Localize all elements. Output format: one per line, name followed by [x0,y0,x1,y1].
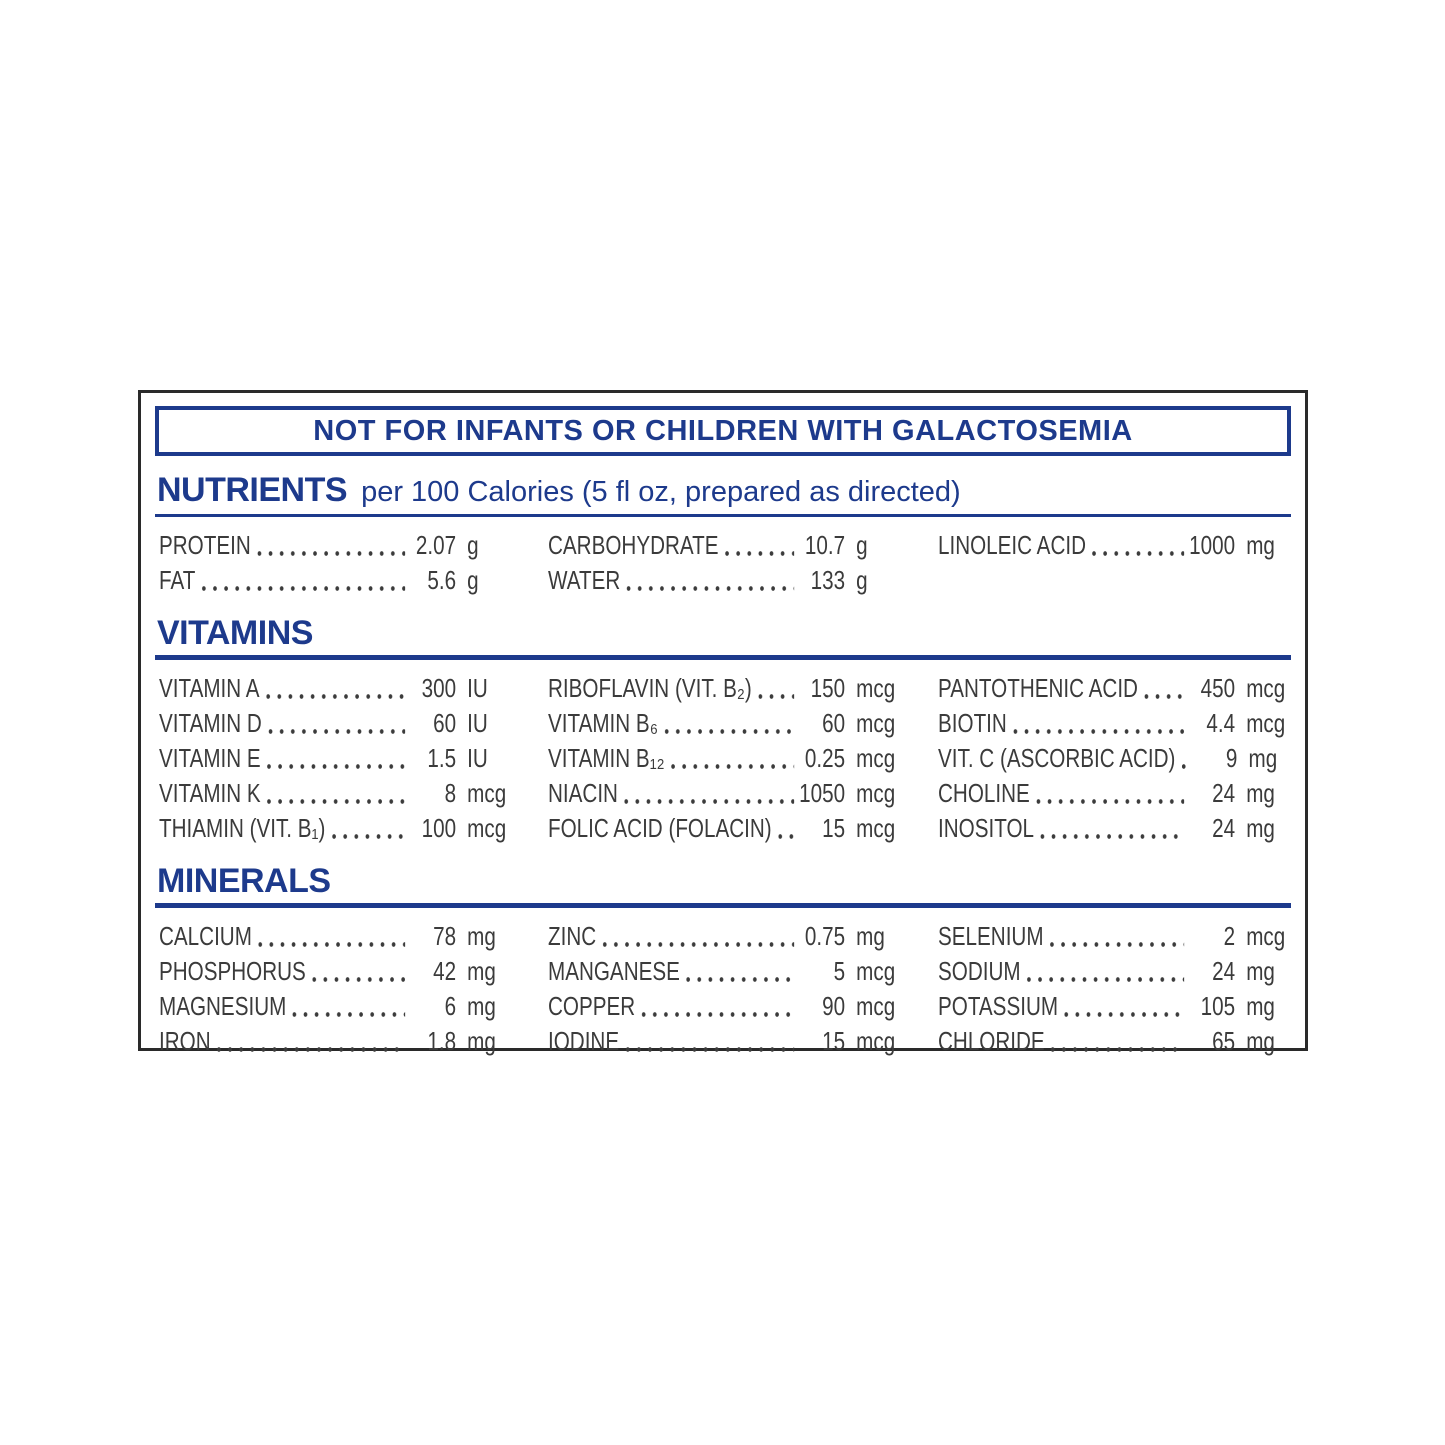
nutrient-label: VITAMIN D [159,708,262,738]
nutrient-row [159,809,508,844]
nutrient-label: CARBOHYDRATE [548,530,719,560]
nutrient-label: FOLIC ACID (FOLACIN) [548,813,773,843]
nutrient-label: VITAMIN E [159,743,261,773]
dot-leader [257,551,405,556]
nutrient-row [159,1022,508,1057]
nutrient-unit: mg [1245,1026,1275,1056]
nutrient-unit: mg [1248,743,1277,773]
nutrient-row [548,526,897,561]
nutrient-column [548,669,897,844]
nutrient-label: SELENIUM [937,921,1044,951]
nutrient-label: SODIUM [937,956,1021,986]
nutrient-value: 8 [444,778,457,808]
nutrient-unit: g [856,565,868,595]
nutrient-label: WATER [548,565,621,595]
dot-leader [687,977,795,982]
dot-leader [267,799,405,804]
dot-leader [1092,551,1184,556]
nutrient-value: 105 [1200,991,1235,1021]
section-header [155,609,1291,653]
nutrient-unit: mg [856,921,886,951]
nutrient-row [548,1022,897,1057]
nutrient-row [938,1022,1287,1057]
nutrient-label: VITAMIN B₁₂ [548,743,666,773]
nutrient-value: 42 [433,956,457,986]
nutrition-label-panel [138,390,1308,1056]
nutrient-value: 9 [1225,743,1238,773]
nutrient-unit: mcg [467,813,507,843]
nutrient-row [159,669,508,704]
dot-leader [217,1047,405,1052]
nutrient-label: LINOLEIC ACID [937,530,1086,560]
dot-leader [778,834,794,839]
nutrient-label: VITAMIN B₆ [548,708,659,738]
nutrient-value: 2 [1223,921,1235,951]
nutrient-column [548,526,897,596]
dot-leader [1040,834,1184,839]
dot-leader [1064,1012,1184,1017]
nutrient-value: 15 [822,813,846,843]
nutrient-unit: mg [1245,956,1275,986]
nutrient-value: 60 [433,708,457,738]
nutrient-unit: mcg [467,778,507,808]
nutrient-column [159,669,508,844]
dot-leader [603,942,795,947]
nutrient-grid [155,908,1291,1062]
nutrient-row [548,704,897,739]
nutrient-row [548,987,897,1022]
nutrient-value: 78 [433,921,457,951]
nutrient-unit: g [467,565,479,595]
nutrient-row [938,987,1287,1022]
nutrient-unit: g [856,530,868,560]
nutrient-label: MANGANESE [548,956,681,986]
section-title: VITAMINS [157,614,313,652]
dot-leader [332,834,406,839]
nutrient-label: IODINE [548,1026,620,1056]
nutrient-unit: mg [1245,813,1275,843]
section-title: MINERALS [157,862,331,900]
nutrient-value: 0.25 [805,743,846,773]
nutrient-unit: mg [467,956,496,986]
nutrient-value: 5.6 [427,565,457,595]
nutrient-row [159,704,508,739]
dot-leader [1051,1047,1184,1052]
nutrient-value: 6 [444,991,457,1021]
nutrient-value: 24 [1211,956,1235,986]
nutrient-grid [155,517,1291,601]
section-header [155,466,1291,512]
dot-leader [1144,694,1184,699]
nutrient-label: PANTOTHENIC ACID [937,673,1138,703]
nutrient-unit: mcg [1245,708,1285,738]
nutrient-row [548,952,897,987]
nutrient-value: 0.75 [805,921,846,951]
nutrient-label: NIACIN [548,778,619,808]
nutrient-row [938,669,1287,704]
nutrient-unit: IU [467,743,488,773]
nutrient-value: 100 [421,813,457,843]
nutrient-value: 1000 [1188,530,1235,560]
nutrient-value: 1.5 [427,743,457,773]
nutrient-row [159,917,508,952]
nutrient-unit: mcg [856,708,896,738]
dot-leader [1036,799,1184,804]
nutrient-unit: mcg [856,991,896,1021]
nutrient-value: 1.8 [427,1026,457,1056]
nutrient-label: MAGNESIUM [159,991,287,1021]
nutrient-row [938,774,1287,809]
nutrient-label: VITAMIN K [159,778,261,808]
nutrient-row [159,774,508,809]
nutrient-value: 133 [810,565,846,595]
dot-leader [1181,764,1186,769]
section-nutrients [155,466,1291,601]
nutrient-label: CALCIUM [159,921,252,951]
dot-leader [293,1012,406,1017]
nutrient-value: 300 [421,673,457,703]
nutrient-unit: IU [467,673,488,703]
nutrient-label: PROTEIN [159,530,251,560]
dot-leader [258,942,405,947]
nutrient-label: INOSITOL [937,813,1034,843]
nutrient-value: 65 [1211,1026,1235,1056]
nutrient-unit: mcg [1245,921,1285,951]
section-minerals [155,857,1291,1062]
nutrient-row [159,987,508,1022]
dot-leader [1027,977,1184,982]
nutrient-unit: mg [1245,778,1275,808]
dot-leader [725,551,794,556]
nutrient-label: ZINC [548,921,597,951]
section-header [155,857,1291,901]
nutrient-row [548,809,897,844]
nutrient-row [548,561,897,596]
nutrient-unit: g [467,530,479,560]
nutrient-row [938,526,1287,561]
nutrient-unit: mcg [856,1026,896,1056]
nutrient-unit: IU [467,708,488,738]
nutrient-value: 150 [810,673,846,703]
section-subtitle: per 100 Calories (5 fl oz, prepared as directed) [361,476,961,508]
nutrient-row [938,952,1287,987]
nutrient-column [159,526,508,596]
nutrient-row [548,774,897,809]
nutrient-row [938,704,1287,739]
nutrient-unit: mcg [1245,673,1285,703]
nutrient-unit: mg [467,1026,496,1056]
nutrient-row [548,917,897,952]
section-title: NUTRIENTS [157,471,348,509]
dot-leader [626,1047,795,1052]
galactosemia-warning-banner [155,406,1291,456]
nutrient-column [548,917,897,1057]
nutrient-value: 4.4 [1206,708,1235,738]
dot-leader [642,1012,795,1017]
nutrient-row [938,809,1287,844]
nutrient-column [938,917,1287,1057]
nutrient-row [159,526,508,561]
nutrient-unit: mcg [856,778,896,808]
nutrient-unit: mcg [856,673,896,703]
nutrient-label: THIAMIN (VIT. B₁) [159,813,326,843]
nutrient-unit: mg [1245,530,1275,560]
dot-leader [267,764,405,769]
nutrient-row [159,952,508,987]
nutrient-column [938,669,1287,844]
nutrient-value: 24 [1211,778,1235,808]
dot-leader [202,586,406,591]
nutrient-label: CHOLINE [937,778,1030,808]
nutrient-label: POTASSIUM [937,991,1058,1021]
dot-leader [312,977,405,982]
nutrient-label: PHOSPHORUS [159,956,306,986]
nutrient-value: 2.07 [415,530,457,560]
nutrient-row [159,561,508,596]
nutrient-value: 1050 [799,778,846,808]
nutrient-label: VITAMIN A [159,673,260,703]
dot-leader [758,694,794,699]
nutrient-label: RIBOFLAVIN (VIT. B₂) [548,673,753,703]
nutrient-value: 90 [822,991,846,1021]
nutrient-label: VIT. C (ASCORBIC ACID) [937,743,1176,773]
nutrient-grid [155,660,1291,849]
nutrient-row [938,739,1287,774]
dot-leader [671,764,794,769]
nutrient-row [548,739,897,774]
nutrient-value: 5 [833,956,846,986]
dot-leader [266,694,405,699]
nutrient-unit: mcg [856,813,896,843]
warning-text: NOT FOR INFANTS OR CHILDREN WITH GALACTOSEMIA [313,414,1133,447]
dot-leader [627,586,795,591]
nutrient-value: 450 [1200,673,1235,703]
nutrient-label: BIOTIN [937,708,1007,738]
nutrient-unit: mg [467,921,496,951]
nutrient-value: 10.7 [805,530,846,560]
dot-leader [1013,729,1184,734]
dot-leader [625,799,795,804]
nutrient-value: 24 [1211,813,1235,843]
nutrient-unit: mg [467,991,496,1021]
nutrient-column [159,917,508,1057]
dot-leader [268,729,405,734]
nutrient-value: 60 [822,708,846,738]
nutrient-label: CHLORIDE [937,1026,1045,1056]
nutrient-label: FAT [159,565,196,595]
nutrient-unit: mcg [856,743,896,773]
dot-leader [665,729,795,734]
nutrient-unit: mcg [856,956,896,986]
nutrient-unit: mg [1245,991,1275,1021]
nutrient-row [159,739,508,774]
nutrient-label: IRON [159,1026,211,1056]
section-vitamins [155,609,1291,849]
nutrient-column [938,526,1287,596]
nutrient-row [548,669,897,704]
nutrient-label: COPPER [548,991,636,1021]
nutrient-row [938,917,1287,952]
nutrient-value: 15 [822,1026,846,1056]
dot-leader [1050,942,1184,947]
